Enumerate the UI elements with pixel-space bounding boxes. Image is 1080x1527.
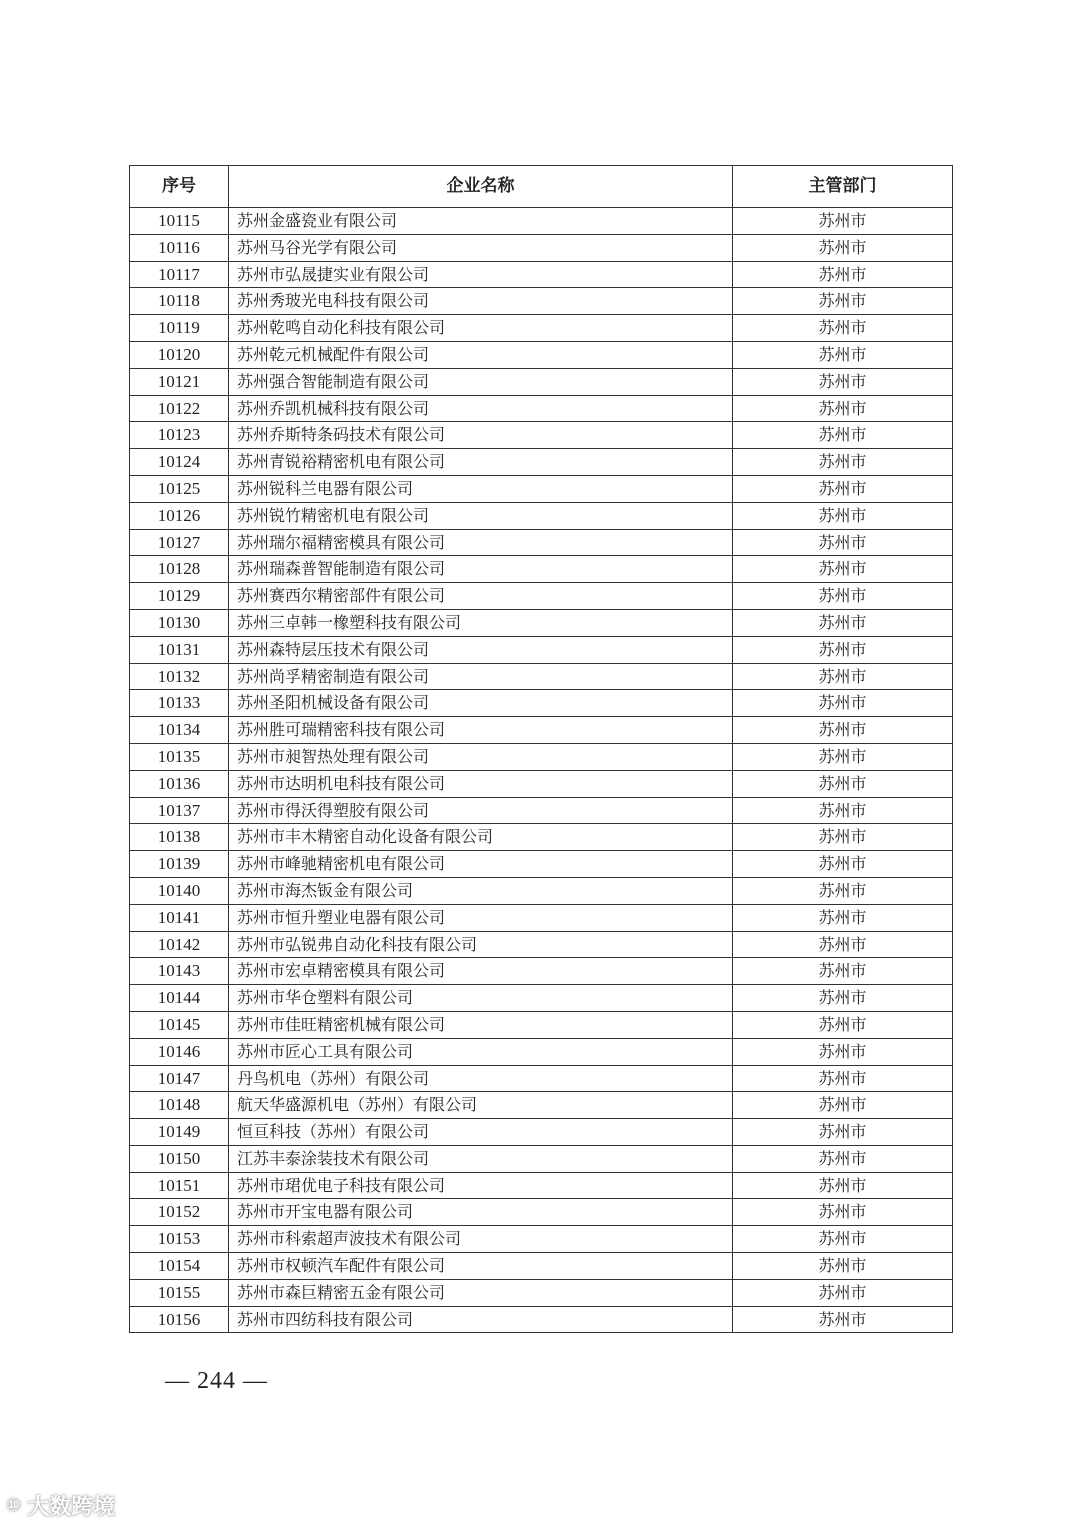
department-cell: 苏州市 [733, 261, 953, 288]
serial-number-cell: 10143 [130, 958, 229, 985]
department-cell: 苏州市 [733, 636, 953, 663]
serial-number-cell: 10146 [130, 1038, 229, 1065]
serial-number-cell: 10123 [130, 422, 229, 449]
table-row [130, 1253, 953, 1280]
table-row [130, 529, 953, 556]
department-cell: 苏州市 [733, 1145, 953, 1172]
table-row [130, 1065, 953, 1092]
department-cell: 苏州市 [733, 824, 953, 851]
serial-number-cell: 10115 [130, 208, 229, 235]
department-cell: 苏州市 [733, 797, 953, 824]
company-name-cell: 苏州三卓韩一橡塑科技有限公司 [229, 609, 733, 636]
department-cell: 苏州市 [733, 1038, 953, 1065]
department-cell: 苏州市 [733, 743, 953, 770]
table-row [130, 904, 953, 931]
company-name-cell: 苏州市珺优电子科技有限公司 [229, 1172, 733, 1199]
serial-number-cell: 10134 [130, 717, 229, 744]
table-row [130, 368, 953, 395]
table-row [130, 1279, 953, 1306]
page-number: — 244 — [165, 1368, 268, 1394]
table-row [130, 288, 953, 315]
serial-number-cell: 10152 [130, 1199, 229, 1226]
table-row [130, 609, 953, 636]
serial-number-cell: 10119 [130, 315, 229, 342]
company-name-cell: 苏州市峰驰精密机电有限公司 [229, 851, 733, 878]
department-cell: 苏州市 [733, 770, 953, 797]
table-row [130, 475, 953, 502]
department-cell: 苏州市 [733, 395, 953, 422]
watermark-text: 大数跨境 [27, 1495, 116, 1520]
header-company-name: 企业名称 [229, 166, 733, 208]
table-row [130, 1172, 953, 1199]
table-row [130, 985, 953, 1012]
company-name-cell: 苏州市海杰钣金有限公司 [229, 877, 733, 904]
table-row [130, 1092, 953, 1119]
company-name-cell: 苏州市权顿汽车配件有限公司 [229, 1253, 733, 1280]
serial-number-cell: 10136 [130, 770, 229, 797]
serial-number-cell: 10126 [130, 502, 229, 529]
department-cell: 苏州市 [733, 1011, 953, 1038]
serial-number-cell: 10125 [130, 475, 229, 502]
department-cell: 苏州市 [733, 341, 953, 368]
department-cell: 苏州市 [733, 609, 953, 636]
department-cell: 苏州市 [733, 1279, 953, 1306]
company-name-cell: 苏州乾鸣自动化科技有限公司 [229, 315, 733, 342]
company-name-cell: 航天华盛源机电（苏州）有限公司 [229, 1092, 733, 1119]
table-body [130, 208, 953, 1333]
company-name-cell: 苏州市科索超声波技术有限公司 [229, 1226, 733, 1253]
department-cell: 苏州市 [733, 1092, 953, 1119]
table-row [130, 743, 953, 770]
company-name-cell: 苏州市匠心工具有限公司 [229, 1038, 733, 1065]
company-name-cell: 丹鸟机电（苏州）有限公司 [229, 1065, 733, 1092]
serial-number-cell: 10156 [130, 1306, 229, 1333]
table-row [130, 824, 953, 851]
table-row [130, 261, 953, 288]
company-name-cell: 苏州市恒升塑业电器有限公司 [229, 904, 733, 931]
company-name-cell: 苏州市丰木精密自动化设备有限公司 [229, 824, 733, 851]
department-cell: 苏州市 [733, 422, 953, 449]
table-row [130, 502, 953, 529]
department-cell: 苏州市 [733, 1253, 953, 1280]
table-row [130, 931, 953, 958]
department-cell: 苏州市 [733, 1172, 953, 1199]
serial-number-cell: 10149 [130, 1119, 229, 1146]
department-cell: 苏州市 [733, 583, 953, 610]
serial-number-cell: 10130 [130, 609, 229, 636]
company-name-cell: 苏州市弘晟捷实业有限公司 [229, 261, 733, 288]
table-row [130, 583, 953, 610]
serial-number-cell: 10116 [130, 234, 229, 261]
company-name-cell: 苏州市森巨精密五金有限公司 [229, 1279, 733, 1306]
company-name-cell: 苏州锐科兰电器有限公司 [229, 475, 733, 502]
watermark [6, 1490, 115, 1521]
table-row [130, 1038, 953, 1065]
company-name-cell: 苏州赛西尔精密部件有限公司 [229, 583, 733, 610]
company-name-cell: 苏州森特层压技术有限公司 [229, 636, 733, 663]
serial-number-cell: 10151 [130, 1172, 229, 1199]
serial-number-cell: 10127 [130, 529, 229, 556]
table-row [130, 636, 953, 663]
table-row [130, 851, 953, 878]
serial-number-cell: 10122 [130, 395, 229, 422]
serial-number-cell: 10120 [130, 341, 229, 368]
department-cell: 苏州市 [733, 663, 953, 690]
table-row [130, 1306, 953, 1333]
serial-number-cell: 10145 [130, 1011, 229, 1038]
company-name-cell: 江苏丰泰涂装技术有限公司 [229, 1145, 733, 1172]
company-name-cell: 苏州市开宝电器有限公司 [229, 1199, 733, 1226]
department-cell: 苏州市 [733, 208, 953, 235]
serial-number-cell: 10154 [130, 1253, 229, 1280]
department-cell: 苏州市 [733, 877, 953, 904]
serial-number-cell: 10117 [130, 261, 229, 288]
watermark-logo-icon: ⑩ [6, 1495, 22, 1516]
table-row [130, 770, 953, 797]
serial-number-cell: 10155 [130, 1279, 229, 1306]
serial-number-cell: 10121 [130, 368, 229, 395]
department-cell: 苏州市 [733, 904, 953, 931]
company-name-cell: 苏州市四纺科技有限公司 [229, 1306, 733, 1333]
serial-number-cell: 10128 [130, 556, 229, 583]
company-name-cell: 苏州锐竹精密机电有限公司 [229, 502, 733, 529]
department-cell: 苏州市 [733, 502, 953, 529]
department-cell: 苏州市 [733, 475, 953, 502]
department-cell: 苏州市 [733, 1226, 953, 1253]
serial-number-cell: 10124 [130, 449, 229, 476]
table-row [130, 208, 953, 235]
table-row [130, 717, 953, 744]
table-row [130, 958, 953, 985]
company-name-cell: 苏州市弘锐弗自动化科技有限公司 [229, 931, 733, 958]
company-name-cell: 苏州青锐裕精密机电有限公司 [229, 449, 733, 476]
enterprise-table [129, 165, 953, 1333]
company-name-cell: 苏州尚孚精密制造有限公司 [229, 663, 733, 690]
department-cell: 苏州市 [733, 315, 953, 342]
table-row [130, 449, 953, 476]
department-cell: 苏州市 [733, 556, 953, 583]
header-department: 主管部门 [733, 166, 953, 208]
department-cell: 苏州市 [733, 851, 953, 878]
company-name-cell: 苏州金盛瓷业有限公司 [229, 208, 733, 235]
company-name-cell: 苏州市华仓塑料有限公司 [229, 985, 733, 1012]
serial-number-cell: 10118 [130, 288, 229, 315]
company-name-cell: 苏州瑞森普智能制造有限公司 [229, 556, 733, 583]
table-row [130, 1199, 953, 1226]
serial-number-cell: 10140 [130, 877, 229, 904]
table-row [130, 877, 953, 904]
table-row [130, 395, 953, 422]
table-row [130, 1119, 953, 1146]
serial-number-cell: 10135 [130, 743, 229, 770]
company-name-cell: 苏州市佳旺精密机械有限公司 [229, 1011, 733, 1038]
serial-number-cell: 10139 [130, 851, 229, 878]
table-row [130, 690, 953, 717]
table-row [130, 1011, 953, 1038]
serial-number-cell: 10153 [130, 1226, 229, 1253]
serial-number-cell: 10133 [130, 690, 229, 717]
department-cell: 苏州市 [733, 529, 953, 556]
department-cell: 苏州市 [733, 1065, 953, 1092]
company-name-cell: 恒亘科技（苏州）有限公司 [229, 1119, 733, 1146]
table-row [130, 797, 953, 824]
serial-number-cell: 10138 [130, 824, 229, 851]
table-row [130, 315, 953, 342]
company-name-cell: 苏州秀玻光电科技有限公司 [229, 288, 733, 315]
table-header-row [130, 166, 953, 208]
table-row [130, 341, 953, 368]
department-cell: 苏州市 [733, 690, 953, 717]
department-cell: 苏州市 [733, 288, 953, 315]
serial-number-cell: 10148 [130, 1092, 229, 1119]
company-name-cell: 苏州市昶智热处理有限公司 [229, 743, 733, 770]
company-name-cell: 苏州马谷光学有限公司 [229, 234, 733, 261]
serial-number-cell: 10141 [130, 904, 229, 931]
company-name-cell: 苏州圣阳机械设备有限公司 [229, 690, 733, 717]
company-name-cell: 苏州市得沃得塑胶有限公司 [229, 797, 733, 824]
serial-number-cell: 10147 [130, 1065, 229, 1092]
department-cell: 苏州市 [733, 985, 953, 1012]
table-row [130, 1226, 953, 1253]
department-cell: 苏州市 [733, 449, 953, 476]
serial-number-cell: 10150 [130, 1145, 229, 1172]
table-row [130, 234, 953, 261]
company-name-cell: 苏州市宏卓精密模具有限公司 [229, 958, 733, 985]
department-cell: 苏州市 [733, 931, 953, 958]
company-name-cell: 苏州胜可瑞精密科技有限公司 [229, 717, 733, 744]
department-cell: 苏州市 [733, 1199, 953, 1226]
company-name-cell: 苏州瑞尔福精密模具有限公司 [229, 529, 733, 556]
company-name-cell: 苏州市达明机电科技有限公司 [229, 770, 733, 797]
department-cell: 苏州市 [733, 958, 953, 985]
serial-number-cell: 10144 [130, 985, 229, 1012]
table-row [130, 422, 953, 449]
department-cell: 苏州市 [733, 1306, 953, 1333]
company-name-cell: 苏州乔凯机械科技有限公司 [229, 395, 733, 422]
serial-number-cell: 10142 [130, 931, 229, 958]
department-cell: 苏州市 [733, 234, 953, 261]
company-name-cell: 苏州乾元机械配件有限公司 [229, 341, 733, 368]
table-row [130, 1145, 953, 1172]
department-cell: 苏州市 [733, 717, 953, 744]
table-row [130, 663, 953, 690]
department-cell: 苏州市 [733, 368, 953, 395]
serial-number-cell: 10129 [130, 583, 229, 610]
header-serial: 序号 [130, 166, 229, 208]
department-cell: 苏州市 [733, 1119, 953, 1146]
company-name-cell: 苏州乔斯特条码技术有限公司 [229, 422, 733, 449]
serial-number-cell: 10131 [130, 636, 229, 663]
company-name-cell: 苏州强合智能制造有限公司 [229, 368, 733, 395]
serial-number-cell: 10132 [130, 663, 229, 690]
serial-number-cell: 10137 [130, 797, 229, 824]
table-row [130, 556, 953, 583]
